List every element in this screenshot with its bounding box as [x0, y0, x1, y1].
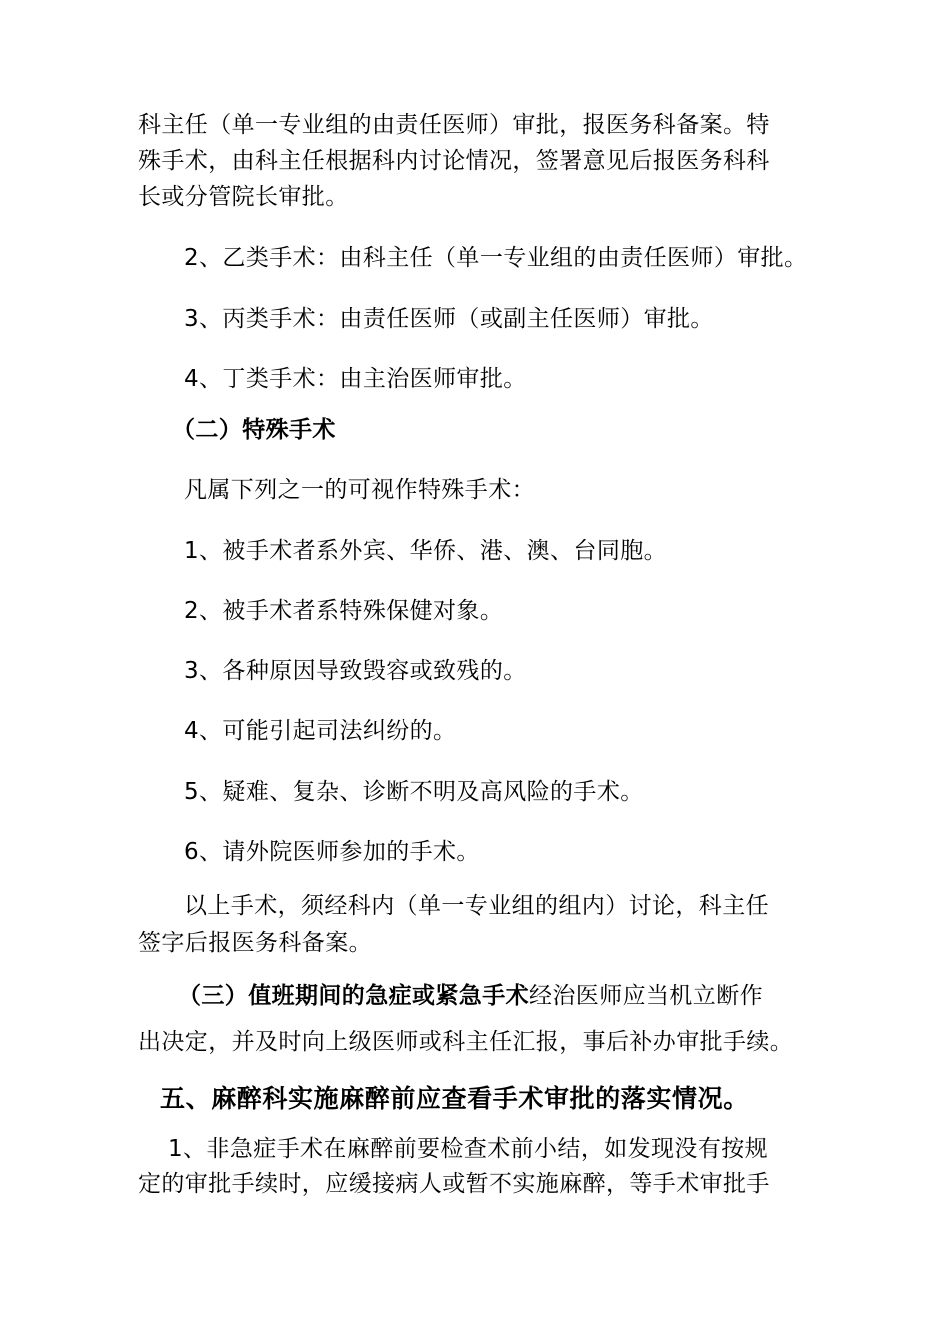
special-closing-line-2: 签字后报医务科备案。 [138, 930, 372, 956]
intro-line-3: 长或分管院长审批。 [138, 184, 349, 210]
special-surgery-title: （二）特殊手术 [172, 417, 336, 443]
approval-item-4: 4、丁类手术：由主治医师审批。 [184, 366, 527, 392]
approval-item-2: 2、乙类手术：由科主任（单一专业组的由责任医师）审批。 [184, 245, 808, 271]
special-item-6: 6、请外院医师参加的手术。 [184, 839, 480, 865]
special-item-4: 4、可能引起司法纠纷的。 [184, 718, 457, 744]
emergency-line-1 [178, 981, 763, 1011]
section-five-heading: 五、麻醉科实施麻醉前应查看手术审批的落实情况。 [160, 1084, 749, 1113]
approval-item-3: 3、丙类手术：由责任医师（或副主任医师）审批。 [184, 306, 714, 332]
emergency-line-2: 出决定，并及时向上级医师或科主任汇报，事后补办审批手续。 [138, 1029, 794, 1055]
special-item-3: 3、各种原因导致毁容或致残的。 [184, 658, 527, 684]
special-closing-line-1: 以上手术，须经科内（单一专业组的组内）讨论，科主任 [184, 893, 769, 919]
special-surgery-intro: 凡属下列之一的可视作特殊手术： [184, 477, 535, 503]
section-five-item1-line-1: 1、非急症手术在麻醉前要检查术前小结，如发现没有按规 [168, 1136, 769, 1162]
special-item-1: 1、被手术者系外宾、华侨、港、澳、台同胞。 [184, 538, 668, 564]
emergency-title-rest: 经治医师应当机立断作 [529, 983, 763, 1009]
intro-line-1: 科主任（单一专业组的由责任医师）审批，报医务科备案。特 [138, 112, 770, 138]
emergency-title: （三）值班期间的急症或紧急手术 [178, 983, 529, 1009]
section-five-item1-line-2: 定的审批手续时，应缓接病人或暂不实施麻醉，等手术审批手 [138, 1171, 770, 1197]
special-item-2: 2、被手术者系特殊保健对象。 [184, 598, 504, 624]
intro-line-2: 殊手术，由科主任根据科内讨论情况，签署意见后报医务科科 [138, 148, 770, 174]
special-item-5: 5、疑难、复杂、诊断不明及高风险的手术。 [184, 779, 644, 805]
